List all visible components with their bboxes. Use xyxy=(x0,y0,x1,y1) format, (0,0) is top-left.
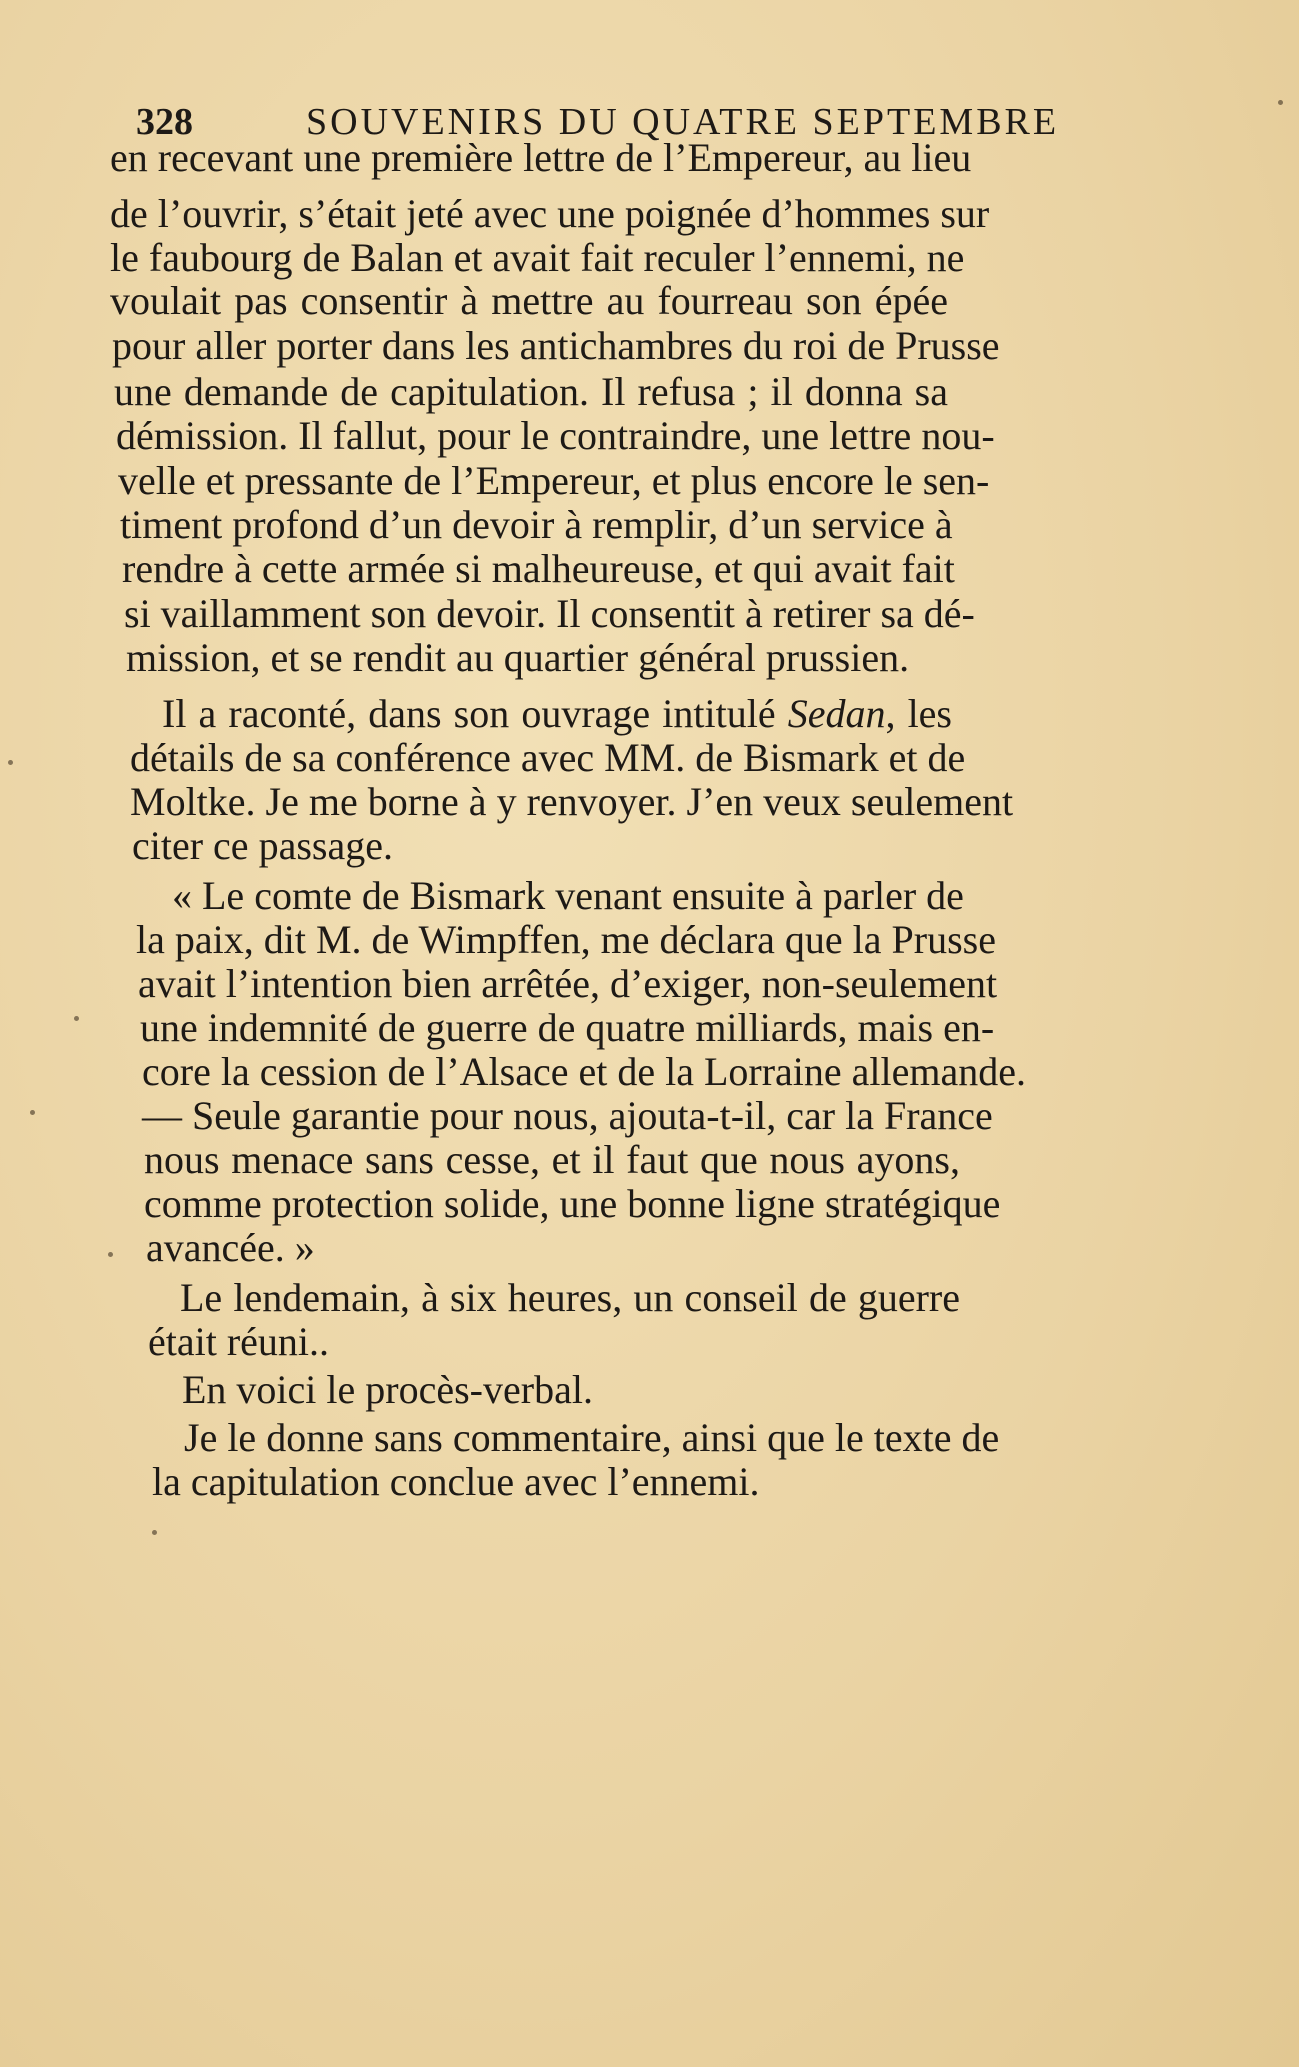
text-line: en recevant une première lettre de l’Empereur, au lieu xyxy=(110,135,972,180)
text-line: Moltke. Je me borne à y renvoyer. J’en veux seulement xyxy=(130,779,1014,824)
text-line: « Le comte de Bismark venant ensuite à parler de xyxy=(172,873,964,918)
text-line: Je le donne sans commentaire, ainsi que le texte de xyxy=(184,1415,1000,1460)
page-number: 328 xyxy=(136,101,193,143)
text-line: nous menace sans cesse, et il faut que nous ayons, xyxy=(144,1137,960,1182)
text-line: pour aller porter dans les antichambres du roi de Prusse xyxy=(112,323,1000,368)
text-line: citer ce passage. xyxy=(132,823,393,868)
text-line: le faubourg de Balan et avait fait reculer l’ennemi, ne xyxy=(110,235,965,280)
text-line: En voici le procès-verbal. xyxy=(182,1367,593,1412)
text-line: avait l’intention bien arrêtée, d’exiger, non-seulement xyxy=(138,961,998,1006)
text-line: la capitulation conclue avec l’ennemi. xyxy=(152,1459,760,1504)
text-line: une indemnité de guerre de quatre milliards, mais en- xyxy=(140,1005,995,1050)
text-line: core la cession de l’Alsace et de la Lorraine allemande. xyxy=(142,1049,1027,1094)
text-line: rendre à cette armée si malheureuse, et qui avait fait xyxy=(122,546,955,591)
text-line: comme protection solide, une bonne ligne stratégique xyxy=(144,1181,1001,1226)
text-line: détails de sa conférence avec MM. de Bismark et de xyxy=(130,735,966,780)
paper-speck xyxy=(8,760,13,765)
paper-speck xyxy=(152,1530,157,1535)
text-line: mission, et se rendit au quartier général prussien. xyxy=(126,635,910,680)
text-line: timent profond d’un devoir à remplir, d’un service à xyxy=(120,502,953,547)
text-span: , les xyxy=(885,691,952,736)
text-line: velle et pressante de l’Empereur, et plus encore le sen- xyxy=(118,458,990,503)
text-line: démission. Il fallut, pour le contraindre, une lettre nou- xyxy=(116,413,995,458)
paper-speck xyxy=(1278,100,1283,105)
book-title-sedan: Sedan xyxy=(787,691,886,736)
text-line: était réuni.. xyxy=(148,1319,330,1364)
text-line: voulait pas consentir à mettre au fourreau son épée xyxy=(110,278,948,323)
text-line: de l’ouvrir, s’était jeté avec une poignée d’hommes sur xyxy=(110,191,990,236)
text-line: la paix, dit M. de Wimpffen, me déclara que la Prusse xyxy=(136,917,996,962)
text-line: — Seule garantie pour nous, ajouta-t-il, car la France xyxy=(142,1093,993,1138)
text-line: Le lendemain, à six heures, un conseil de guerre xyxy=(180,1275,960,1320)
paper-speck xyxy=(30,1110,35,1115)
text-line: avancée. » xyxy=(146,1225,315,1270)
paper-speck xyxy=(74,1016,79,1021)
text-line: une demande de capitulation. Il refusa ; il donna sa xyxy=(114,369,948,414)
text-span: Il a raconté, dans son ouvrage intitulé xyxy=(162,691,776,736)
text-line: si vaillamment son devoir. Il consentit à retirer sa dé- xyxy=(124,591,975,636)
running-title: SOUVENIRS DU QUATRE SEPTEMBRE xyxy=(306,101,1060,143)
paper-speck xyxy=(108,1252,113,1257)
